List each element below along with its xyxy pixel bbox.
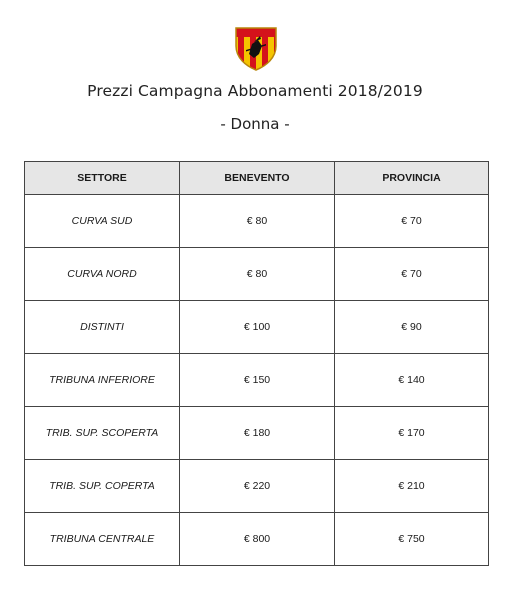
- page-title: Prezzi Campagna Abbonamenti 2018/2019: [87, 82, 423, 100]
- header-benevento: BENEVENTO: [180, 162, 335, 195]
- cell-provincia: € 70: [335, 248, 489, 301]
- price-table: [24, 161, 489, 566]
- cell-provincia: € 90: [335, 301, 489, 354]
- cell-settore: TRIBUNA CENTRALE: [25, 513, 180, 566]
- cell-settore: CURVA SUD: [25, 195, 180, 248]
- table-row: [25, 460, 489, 513]
- cell-benevento: € 80: [180, 248, 335, 301]
- cell-provincia: € 750: [335, 513, 489, 566]
- page-subtitle: - Donna -: [220, 115, 290, 133]
- cell-benevento: € 100: [180, 301, 335, 354]
- cell-provincia: € 170: [335, 407, 489, 460]
- cell-benevento: € 800: [180, 513, 335, 566]
- crest-shield-icon: [232, 24, 280, 72]
- cell-benevento: € 180: [180, 407, 335, 460]
- cell-benevento: € 220: [180, 460, 335, 513]
- cell-benevento: € 80: [180, 195, 335, 248]
- cell-settore: CURVA NORD: [25, 248, 180, 301]
- table-row: [25, 195, 489, 248]
- table-row: [25, 248, 489, 301]
- table-row: [25, 407, 489, 460]
- club-crest-logo: [232, 24, 280, 72]
- cell-settore: TRIB. SUP. COPERTA: [25, 460, 180, 513]
- cell-settore: TRIB. SUP. SCOPERTA: [25, 407, 180, 460]
- cell-provincia: € 70: [335, 195, 489, 248]
- table-row: [25, 513, 489, 566]
- table-row: [25, 354, 489, 407]
- cell-settore: DISTINTI: [25, 301, 180, 354]
- cell-provincia: € 210: [335, 460, 489, 513]
- header-provincia: PROVINCIA: [335, 162, 489, 195]
- cell-provincia: € 140: [335, 354, 489, 407]
- table-header-row: [25, 162, 489, 195]
- cell-settore: TRIBUNA INFERIORE: [25, 354, 180, 407]
- cell-benevento: € 150: [180, 354, 335, 407]
- table-row: [25, 301, 489, 354]
- header-settore: SETTORE: [25, 162, 180, 195]
